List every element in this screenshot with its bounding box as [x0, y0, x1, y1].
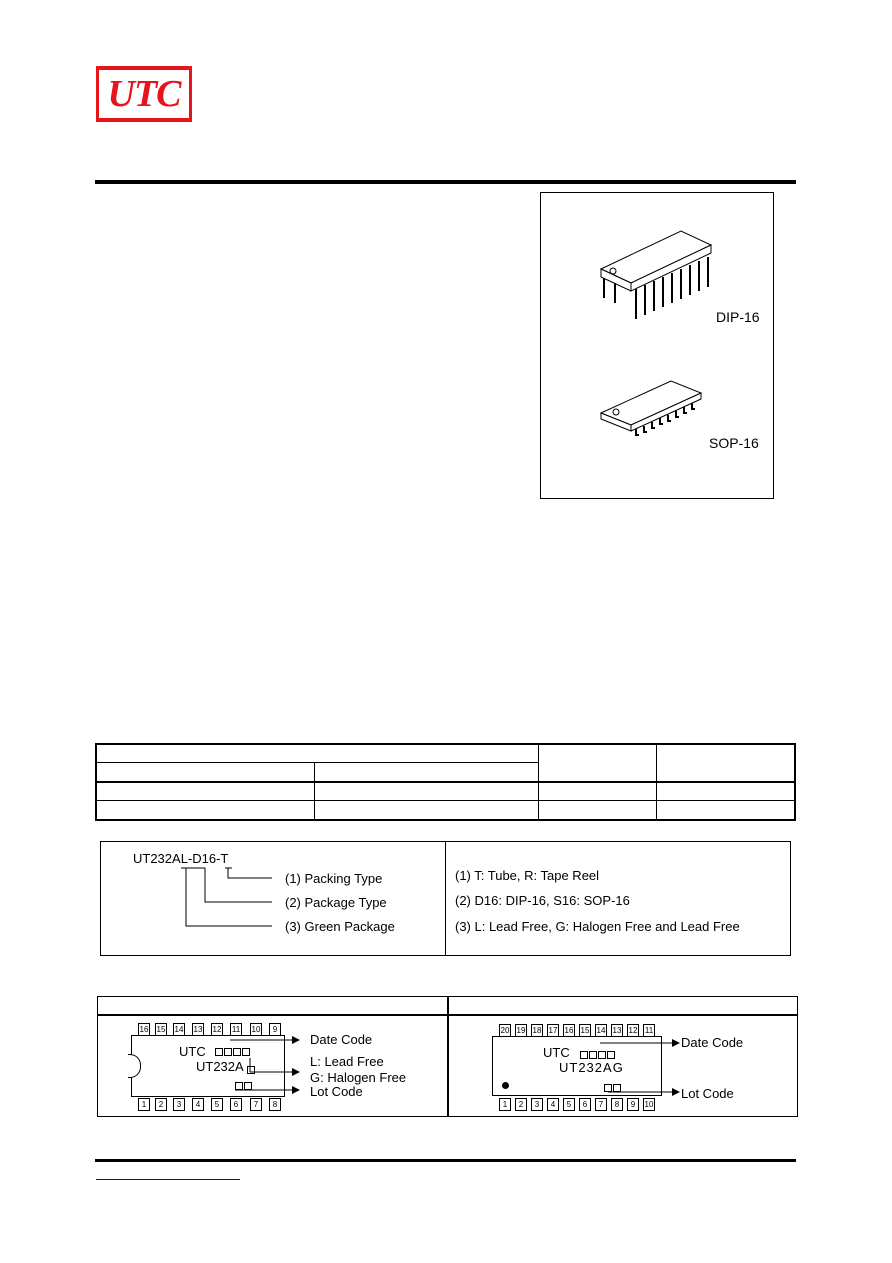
dip-marking-arrows	[230, 1034, 310, 1094]
sop-top-pin: 11	[644, 1026, 654, 1035]
sop-bottom-pin: 7	[595, 1098, 607, 1111]
dip-top-pin: 11	[231, 1025, 241, 1034]
dip-bottom-pin: 2	[155, 1098, 167, 1111]
package-box	[540, 192, 774, 499]
dip-top-pin: 14	[174, 1025, 184, 1034]
sop-marking-line1: UTC	[543, 1045, 570, 1060]
sop-bottom-pin: 2	[515, 1098, 527, 1111]
sop-top-pin: 19	[516, 1026, 526, 1035]
logo-text: UTC	[107, 73, 181, 115]
dip-top-pin: 12	[212, 1025, 222, 1034]
logo-inner	[99, 70, 189, 118]
sop-bottom-pin: 8	[611, 1098, 623, 1111]
packing-type-desc: (1) T: Tube, R: Tape Reel	[455, 868, 600, 883]
sop-marking-arrows	[600, 1036, 685, 1100]
package-type-label: (2) Package Type	[285, 895, 387, 910]
sop-top-pin: 17	[548, 1026, 558, 1035]
dip-marking-line2: UT232A	[196, 1059, 244, 1074]
packing-type-label: (1) Packing Type	[285, 871, 383, 886]
package-type-desc: (2) D16: DIP-16, S16: SOP-16	[455, 893, 630, 908]
table-hline	[95, 762, 538, 763]
green-package-desc: (3) L: Lead Free, G: Halogen Free and Lead Free	[455, 919, 740, 934]
sop-top-pin: 13	[612, 1026, 622, 1035]
sop-bottom-pin: 6	[579, 1098, 591, 1111]
sop-date-code-label: Date Code	[681, 1035, 744, 1050]
part-number-leader-lines	[180, 866, 280, 936]
dip-date-code-label: Date Code	[310, 1032, 373, 1047]
dip-bottom-pin: 6	[230, 1098, 242, 1111]
sop-bottom-pin: 9	[627, 1098, 639, 1111]
table-vline	[314, 762, 315, 821]
part-numbering-divider	[445, 841, 446, 956]
sop-top-pin: 12	[628, 1026, 638, 1035]
dip-bottom-pin: 4	[192, 1098, 204, 1111]
sop-top-pin: 15	[580, 1026, 590, 1035]
dip-bottom-pin: 3	[173, 1098, 185, 1111]
dip-bottom-pin: 5	[211, 1098, 223, 1111]
sop-pin1-dot	[502, 1082, 509, 1089]
dip-bottom-pin: 7	[250, 1098, 262, 1111]
dip-top-pin: 15	[156, 1025, 166, 1034]
dip-16-illustration	[596, 223, 726, 323]
utc-logo	[96, 66, 192, 122]
sop-bottom-pin: 1	[499, 1098, 511, 1111]
dip-marking-line1: UTC	[179, 1044, 206, 1059]
dip-bottom-pin: 1	[138, 1098, 150, 1111]
sop-16-label: SOP-16	[709, 435, 759, 451]
ordering-table	[95, 743, 796, 821]
dip-bottom-pin: 8	[269, 1098, 281, 1111]
dip-16-label: DIP-16	[716, 309, 760, 325]
table-vline	[538, 743, 539, 821]
dip-top-pin: 13	[193, 1025, 203, 1034]
footer-rule	[95, 1159, 796, 1162]
sop-lot-code-label: Lot Code	[681, 1086, 734, 1101]
sop-bottom-pin: 3	[531, 1098, 543, 1111]
green-package-label: (3) Green Package	[285, 919, 395, 934]
footer-link[interactable]	[96, 1179, 240, 1180]
table-hline	[95, 800, 796, 801]
dip-lot-code-label: Lot Code	[310, 1084, 363, 1099]
sop-top-pin: 18	[532, 1026, 542, 1035]
sop-top-pin: 20	[500, 1026, 510, 1035]
dip-lead-free-label: L: Lead Free	[310, 1054, 384, 1069]
dip-top-pin: 9	[269, 1023, 281, 1036]
sop-bottom-pin: 10	[644, 1100, 654, 1109]
sop-bottom-pin: 5	[563, 1098, 575, 1111]
dip-top-pin: 10	[251, 1025, 261, 1034]
dip-halogen-free-label: G: Halogen Free	[310, 1070, 407, 1085]
part-number: UT232AL-D16-T	[133, 851, 229, 866]
marking-divider	[447, 996, 449, 1117]
dip-top-pin: 16	[139, 1025, 149, 1034]
table-hline	[95, 781, 796, 783]
sop-top-pin: 16	[564, 1026, 574, 1035]
sop-marking-line2: UT232AG	[559, 1060, 624, 1075]
sop-bottom-pin: 4	[547, 1098, 559, 1111]
sop-16-illustration	[596, 373, 706, 443]
header-rule	[95, 180, 796, 184]
table-vline	[656, 743, 657, 821]
sop-top-pin: 14	[596, 1026, 606, 1035]
